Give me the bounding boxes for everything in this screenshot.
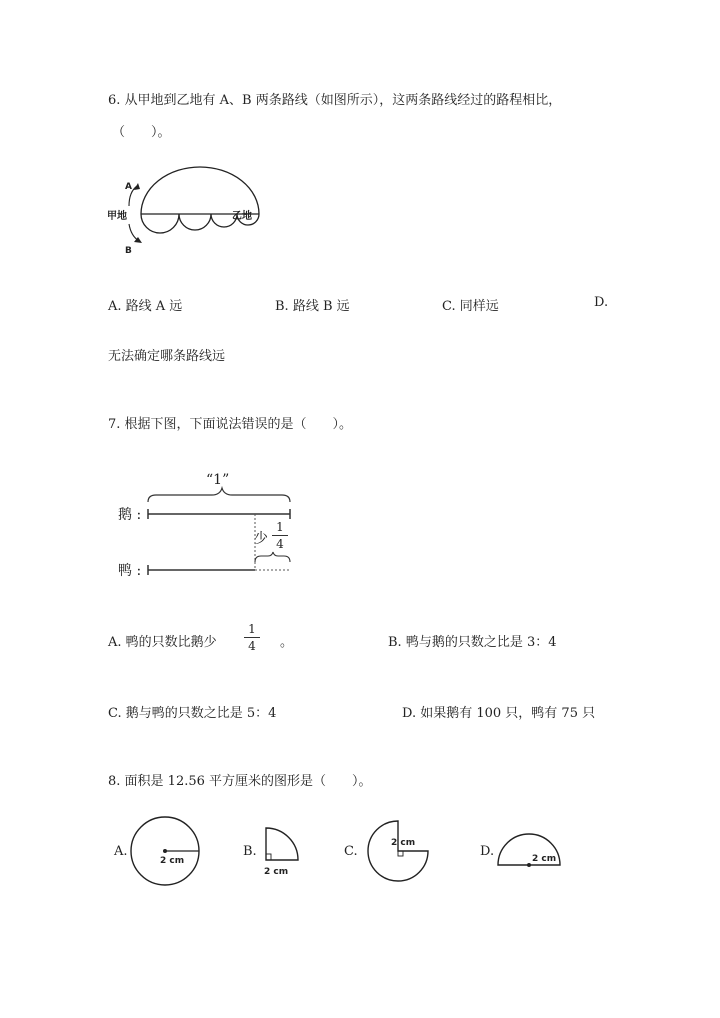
- route-a-label: A: [125, 182, 132, 192]
- q7-option-b[interactable]: B. 鸭与鹅的只数之比是 3：4: [388, 635, 557, 650]
- less-fraction-numerator: 1: [276, 520, 284, 534]
- end-label: 乙地: [232, 211, 252, 222]
- q7-option-a-end: 。: [280, 635, 294, 650]
- q8-option-b-letter[interactable]: B.: [243, 844, 257, 859]
- q8-option-c-letter[interactable]: C.: [344, 844, 358, 859]
- q8-figure-c-three-quarter: [362, 818, 434, 884]
- q8-figure-b-quarter: [258, 822, 308, 878]
- option-a-denominator: 4: [248, 639, 256, 653]
- q6-stem-line1: 6. 从甲地到乙地有 A、B 两条路线（如图所示），这两条路线经过的路程相比，: [108, 93, 562, 108]
- q6-option-c[interactable]: C. 同样远: [442, 299, 499, 314]
- q7-option-a[interactable]: A. 鸭的只数比鹅少: [108, 635, 217, 650]
- start-label: 甲地: [107, 211, 127, 222]
- q6-answer-blank: （ ）。: [112, 125, 171, 140]
- duck-label: 鸭 :: [118, 563, 142, 579]
- q6-option-a[interactable]: A. 路线 A 远: [108, 299, 183, 314]
- route-b-label: B: [125, 246, 132, 256]
- q7-ratio-figure: [112, 470, 302, 580]
- q7-option-a-fraction: [244, 622, 260, 653]
- figure-b-dim: 2 cm: [264, 867, 289, 877]
- q8-stem: 8. 面积是 12.56 平方厘米的图形是（ ）。: [108, 774, 372, 789]
- q7-stem: 7. 根据下图，下面说法错误的是（ ）。: [108, 417, 353, 432]
- figure-a-dim: 2 cm: [160, 856, 185, 866]
- q7-option-d[interactable]: D. 如果鹅有 100 只，鸭有 75 只: [402, 706, 596, 721]
- q8-option-d-letter[interactable]: D.: [480, 844, 495, 859]
- q7-option-c[interactable]: C. 鹅与鸭的只数之比是 5：4: [108, 706, 277, 721]
- figure-d-dim: 2 cm: [532, 854, 557, 864]
- unit-label: “1”: [206, 472, 230, 488]
- q6-route-figure: [105, 162, 265, 262]
- less-brace: [255, 552, 290, 562]
- option-a-numerator: 1: [248, 622, 256, 636]
- less-label: 少: [254, 531, 268, 547]
- figure-c-dim: 2 cm: [391, 838, 416, 848]
- less-fraction-denominator: 4: [276, 537, 284, 551]
- less-fraction: [272, 520, 288, 551]
- unit-brace: [148, 488, 290, 502]
- q8-option-a-letter[interactable]: A.: [114, 844, 128, 859]
- q8-figure-a-circle: [128, 814, 208, 890]
- q6-option-d[interactable]: D.: [594, 295, 609, 310]
- q6-option-d-text: 无法确定哪条路线远: [108, 349, 226, 364]
- route-a-arc: [141, 167, 259, 214]
- goose-label: 鹅 :: [118, 507, 142, 523]
- q8-figure-d-semicircle: [494, 828, 564, 870]
- q6-option-b[interactable]: B. 路线 B 远: [275, 299, 350, 314]
